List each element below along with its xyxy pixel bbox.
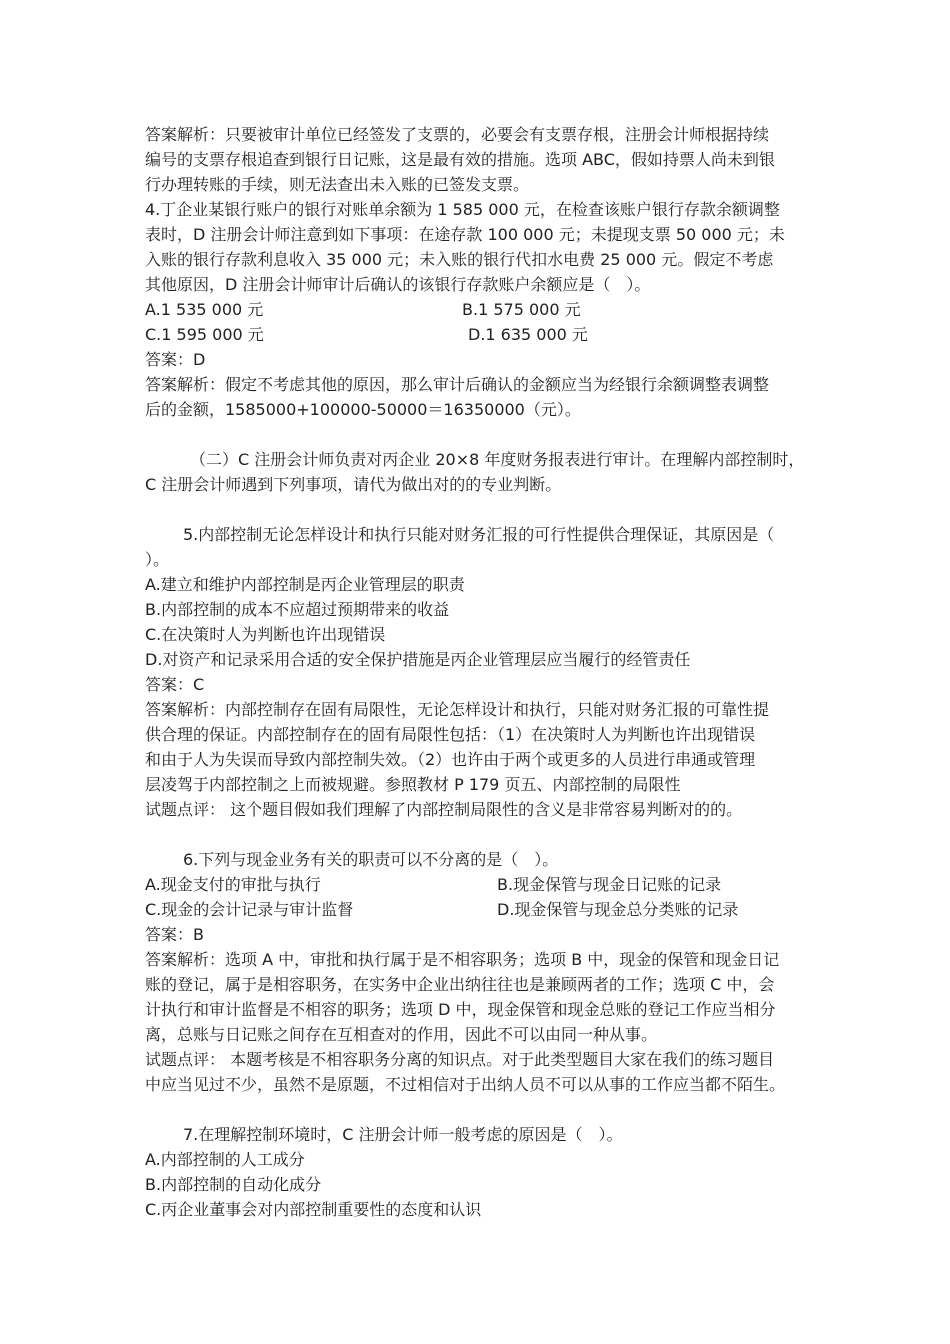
q5-option: D.对资产和记录采用合适的安全保护措施是丙企业管理层应当履行的经管责任 [145,650,691,669]
q5-answer: 答案：C [145,675,205,694]
section2-intro-line: C 注册会计师遇到下列事项，请代为做出对的的专业判断。 [145,475,562,494]
q5-analysis-line: 答案解析：内部控制存在固有局限性，无论怎样设计和执行，只能对财务汇报的可靠性提 [145,700,770,719]
q6-option-d: D.现金保管与现金总分类账的记录 [497,900,739,919]
q4-stem-line: 入账的银行存款利息收入 35 000 元；未入账的银行代扣水电费 25 000 元。假定不考虑 [145,250,774,269]
q4-option-d: D.1 635 000 元 [468,325,588,344]
q6-analysis-line: 离，总账与日记账之间存在互相查对的作用，因此不可以由同一种从事。 [145,1025,658,1044]
section2-intro-line: （二）C 注册会计师负责对丙企业 20×8 年度财务报表进行审计。在理解内部控制时， [190,450,805,469]
q6-options-row [145,897,825,922]
q6-options-row [145,872,825,897]
q3-analysis-line: 编号的支票存根追查到银行日记账，这是最有效的措施。选项 ABC，假如持票人尚未到银 [145,150,775,169]
spacer [145,1097,825,1122]
q6-option-c: C.现金的会计记录与审计监督 [145,900,354,919]
q7-option: A.内部控制的人工成分 [145,1150,305,1169]
q4-options-row [145,322,825,347]
q7-option: B.内部控制的自动化成分 [145,1175,322,1194]
q4-options-row [145,297,825,322]
q5-comment: 试题点评： 这个题目假如我们理解了内部控制局限性的含义是非常容易判断对的的。 [145,800,743,819]
spacer [145,497,825,522]
document-page [145,122,825,1222]
q5-option: C.在决策时人为判断也许出现错误 [145,625,386,644]
spacer [145,422,825,447]
q4-analysis-line: 答案解析：假定不考虑其他的原因，那么审计后确认的金额应当为经银行余额调整表调整 [145,375,770,394]
q3-analysis-line: 行办理转账的手续，则无法查出未入账的已签发支票。 [145,175,530,194]
q4-answer: 答案：D [145,350,206,369]
q4-stem-line: 表时，D 注册会计师注意到如下事项：在途存款 100 000 元；未提现支票 50 000 元；未 [145,225,785,244]
q6-analysis-line: 答案解析：选项 A 中，审批和执行属于是不相容职务；选项 B 中，现金的保管和现金日记 [145,950,780,969]
q6-analysis-line: 账的登记，属于是相容职务，在实务中企业出纳往往也是兼顾两者的工作；选项 C 中，会 [145,975,775,994]
q5-option: A.建立和维护内部控制是丙企业管理层的职责 [145,575,465,594]
q5-analysis-line: 供合理的保证。内部控制存在的固有局限性包括：（1）在决策时人为判断也许出现错误 [145,725,756,744]
q6-analysis-line: 计执行和审计监督是不相容的职务；选项 D 中，现金保管和现金总账的登记工作应当相分 [145,1000,776,1019]
q4-option-a: A.1 535 000 元 [145,300,264,319]
spacer [145,822,825,847]
q4-option-b: B.1 575 000 元 [462,300,581,319]
q6-option-a: A.现金支付的审批与执行 [145,875,321,894]
q4-stem-line: 其他原因，D 注册会计师审计后确认的该银行存款账户余额应是（ ）。 [145,275,651,294]
q5-analysis-line: 和由于人为失误而导致内部控制失效。（2）也许由于两个或更多的人员进行串通或管理 [145,750,756,769]
q5-stem-line: 5.内部控制无论怎样设计和执行只能对财务汇报的可行性提供合理保证，其原因是（ [183,525,775,544]
q5-analysis-line: 层凌驾于内部控制之上而被规避。参照教材 P 179 页五、内部控制的局限性 [145,775,681,794]
q4-analysis-line: 后的金额，1585000+100000-50000＝16350000（元）。 [145,400,581,419]
q6-comment-line: 试题点评： 本题考核是不相容职务分离的知识点。对于此类型题目大家在我们的练习题目 [145,1050,775,1069]
q5-option: B.内部控制的成本不应超过预期带来的收益 [145,600,450,619]
q5-stem-line: ）。 [145,550,170,569]
q6-comment-line: 中应当见过不少，虽然不是原题，不过相信对于出纳人员不可以从事的工作应当都不陌生。 [145,1075,786,1094]
q4-option-c: C.1 595 000 元 [145,325,264,344]
q6-option-b: B.现金保管与现金日记账的记录 [497,875,722,894]
q3-analysis-line: 答案解析：只要被审计单位已经签发了支票的，必要会有支票存根，注册会计师根据持续 [145,125,770,144]
q6-stem: 6.下列与现金业务有关的职责可以不分离的是（ ）。 [183,850,559,869]
q7-stem: 7.在理解控制环境时，C 注册会计师一般考虑的原因是（ ）。 [183,1125,623,1144]
q4-stem-line: 4.丁企业某银行账户的银行对账单余额为 1 585 000 元，在检查该账户银行存款余额调整 [145,200,780,219]
q6-answer: 答案：B [145,925,204,944]
q7-option: C.丙企业董事会对内部控制重要性的态度和认识 [145,1200,482,1219]
